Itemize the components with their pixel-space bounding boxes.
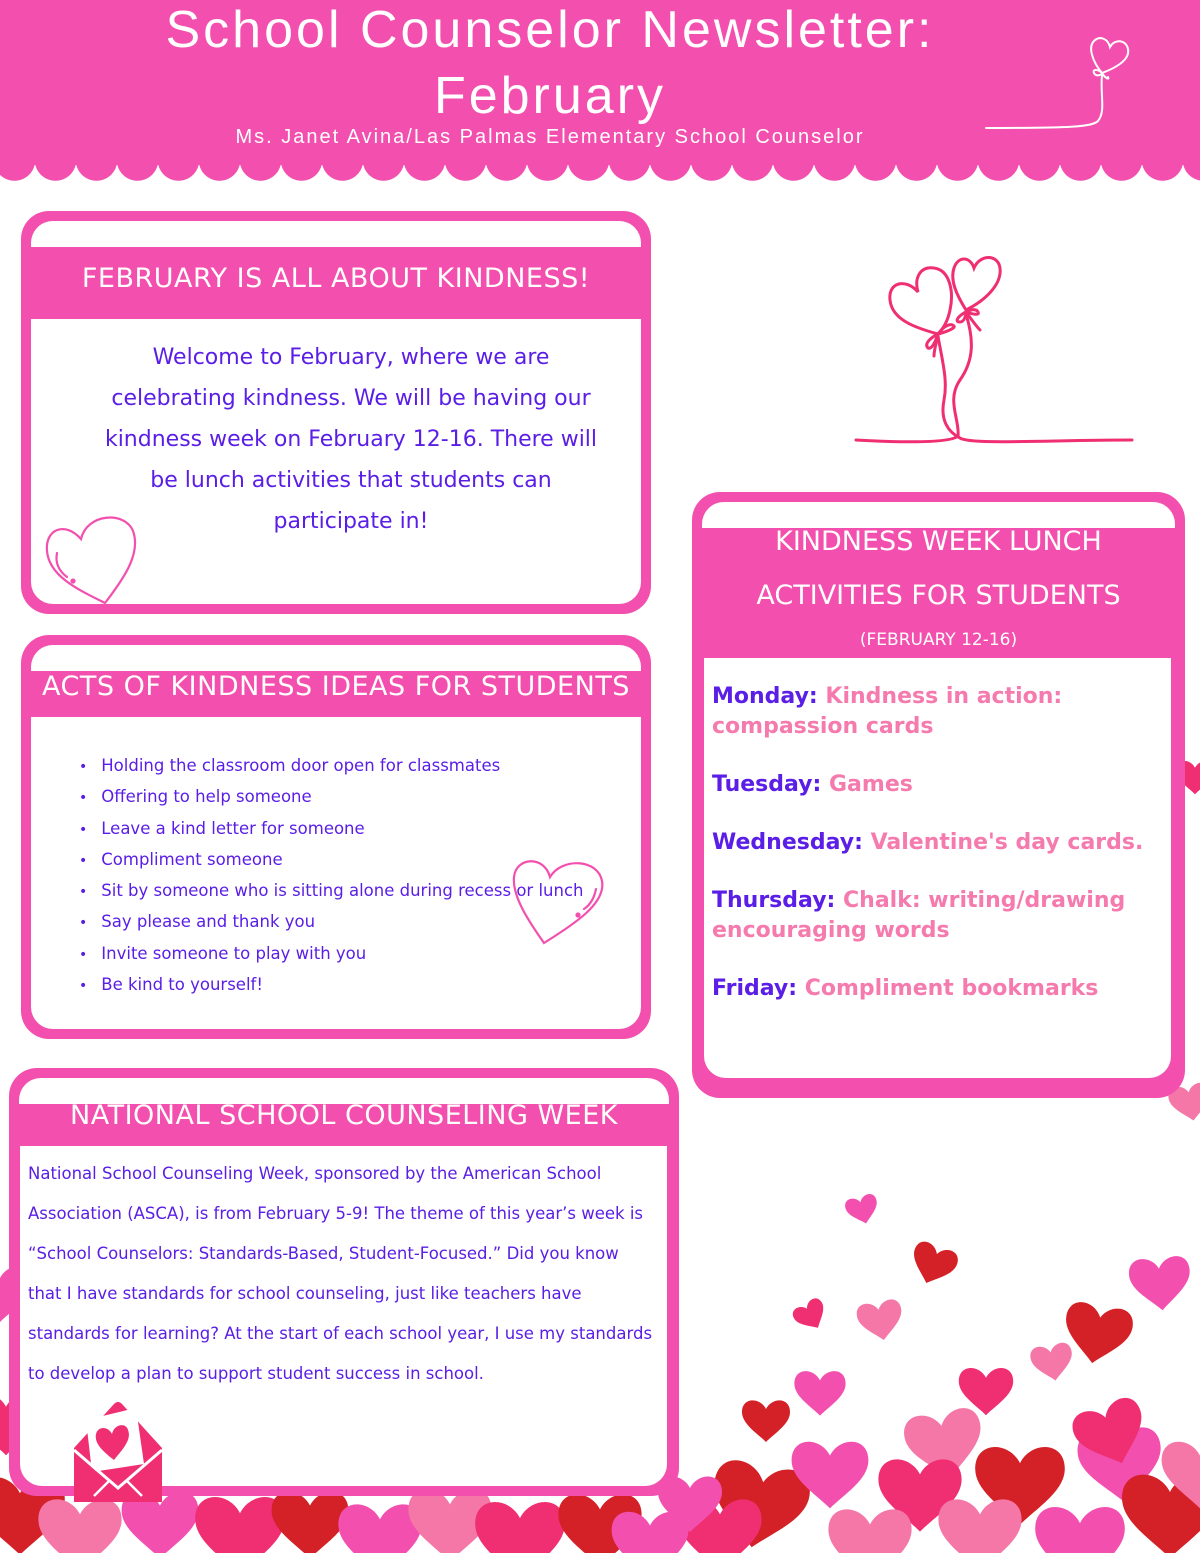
- kindness-intro-heading: FEBRUARY IS ALL ABOUT KINDNESS!: [81, 263, 591, 294]
- list-item: • Compliment someone: [79, 845, 584, 876]
- counseling-week-text: National School Counseling Week, sponsored by the American School Association (ASCA), is from February 5-9! The theme of this year’s week is “School Counselors: Standards-Based, Student-Focused.” Did you know that I have standards for school counseling, just like teachers have standards for learning? At the start of each school year, I use my standards to develop a plan to support student success in school.: [28, 1164, 653, 1383]
- lunch-activities-card: [692, 492, 1185, 1098]
- heart-balloon-icon: [980, 25, 1140, 135]
- kindness-intro-card: [21, 211, 651, 614]
- day-label: Tuesday:: [712, 772, 822, 797]
- day-label: Wednesday:: [712, 830, 863, 855]
- list-item: • Leave a kind letter for someone: [79, 814, 584, 845]
- activity-monday: [712, 682, 1159, 742]
- list-item: • Holding the classroom door open for classmates: [79, 751, 584, 782]
- list-item: • Be kind to yourself!: [79, 970, 584, 1001]
- card-top-tab: [31, 221, 641, 247]
- newsletter-title: School Counselor Newsletter:: [165, 1, 935, 59]
- heart-outline-icon: [506, 847, 616, 947]
- daily-activities-list: [712, 682, 1159, 1032]
- activity-text: Games: [829, 772, 913, 797]
- counseling-week-heading: NATIONAL SCHOOL COUNSELING WEEK: [70, 1100, 618, 1131]
- scalloped-border: [0, 160, 1200, 186]
- card-top-tab: [31, 645, 641, 671]
- activity-wednesday: [712, 828, 1159, 858]
- card-top-tab: [702, 502, 1175, 528]
- activity-friday: [712, 974, 1159, 1004]
- day-label: Thursday:: [712, 888, 836, 913]
- list-item: • Invite someone to play with you: [79, 939, 584, 970]
- activity-tuesday: [712, 770, 1159, 800]
- kindness-intro-body: [31, 319, 641, 604]
- activity-text: Compliment bookmarks: [804, 976, 1099, 1001]
- newsletter-title-month: February: [433, 67, 667, 125]
- activity-text: Kindness in action: compassion cards: [712, 684, 1063, 739]
- activity-text: Chalk: writing/drawing encouraging words: [712, 888, 1126, 943]
- two-heart-balloons-icon: [850, 240, 1140, 450]
- acts-of-kindness-heading: ACTS OF KINDNESS IDEAS FOR STUDENTS: [42, 671, 630, 702]
- lunch-activities-dates: (FEBRUARY 12-16): [859, 630, 1018, 650]
- activity-text: Valentine's day cards.: [870, 830, 1144, 855]
- list-item: • Sit by someone who is sitting alone during recess or lunch: [79, 876, 584, 907]
- day-label: Friday:: [712, 976, 798, 1001]
- acts-of-kindness-card: [21, 635, 651, 1039]
- love-letter-envelope-icon: [74, 1400, 164, 1502]
- activity-thursday: [712, 886, 1159, 946]
- lunch-activities-body: [704, 658, 1171, 1078]
- kindness-intro-text: Welcome to February, where we are celebrating kindness. We will be having our kindness week on February 12-16. There will be lunch activities that students can participate in!: [104, 345, 598, 534]
- counselor-byline: Ms. Janet Avina/Las Palmas Elementary School Counselor: [235, 126, 865, 148]
- list-item: • Say please and thank you: [79, 907, 584, 938]
- day-label: Monday:: [712, 684, 818, 709]
- heart-outline-icon: [41, 507, 151, 607]
- acts-of-kindness-body: [31, 717, 641, 1029]
- list-item: • Offering to help someone: [79, 782, 584, 813]
- lunch-activities-heading-line2: ACTIVITIES FOR STUDENTS: [756, 580, 1121, 611]
- lunch-activities-heading: KINDNESS WEEK LUNCH: [775, 526, 1102, 557]
